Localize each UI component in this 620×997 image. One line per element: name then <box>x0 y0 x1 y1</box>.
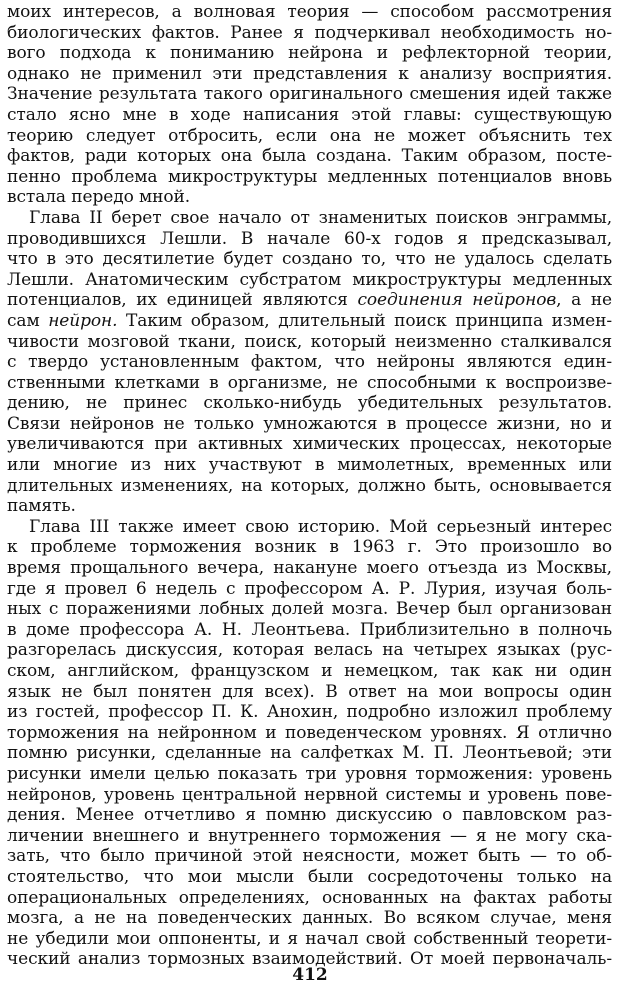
text-line: Глава II берет свое начало от знаменитых поисков энграммы, <box>29 207 612 228</box>
text-line: память. <box>7 496 76 517</box>
text-line: помню рисунки, сделанные на салфетках М. П. Леонтьевой; эти <box>7 743 612 764</box>
text-line: Значение результата такого оригинального смешения идей также <box>7 84 612 105</box>
text-line: моих интересов, а волновая теория — способом рассмотрения <box>7 2 612 22</box>
text-line: операциональных определениях, основанных на фактах работы <box>7 887 612 908</box>
text-line: однако не применил эти представления к анализу восприятия. <box>7 63 612 84</box>
text-line: где я провел 6 недель с профессором А. Р. Лурия, изучая боль- <box>7 578 612 599</box>
text-line: к проблеме торможения возник в 1963 г. Это произошло во <box>7 537 612 558</box>
text-line: время прощального вечера, накануне моего отъезда из Москвы, <box>7 558 612 579</box>
text-line: Связи нейронов не только умножаются в процессе жизни, но и <box>7 413 612 434</box>
text-line: рисунки имели целью показать три уровня торможения: уровень <box>7 763 612 784</box>
text-line: личении внешнего и внутреннего торможения — я не могу ска- <box>7 825 612 846</box>
text-line: в доме профессора А. Н. Леонтьева. Приблизительно в полночь <box>7 619 612 640</box>
text-line: фактов, ради которых она была создана. Таким образом, посте- <box>7 146 612 167</box>
text-line: с твердо установленным фактом, что нейроны являются един- <box>7 352 612 373</box>
text-line: проводившихся Лешли. В начале 60-х годов я предсказывал, <box>7 228 612 249</box>
text-line: увеличиваются при активных химических процессах, некоторые <box>7 434 612 455</box>
text-line: не убедили мои оппоненты, и я начал свой собственный теорети- <box>7 928 612 949</box>
paragraph-chapter-3 <box>7 517 612 970</box>
text-line: ческий анализ тормозных взаимодействий. От моей первоначаль- <box>7 949 612 970</box>
text-line: ском, английском, французском и немецком, так как ни один <box>7 661 612 681</box>
text-line: торможения на нейронном и поведенческом уровнях. Я отлично <box>7 722 612 743</box>
text-line: мозга, а не на поведенческих данных. Во всяком случае, меня <box>7 908 612 929</box>
page-number: 412 <box>292 965 328 985</box>
text-line: ственными клетками в организме, не способными к воспроизве- <box>7 372 612 393</box>
text-line: зать, что было причиной этой неясности, может быть — то об- <box>7 846 612 867</box>
text-line: стало ясно мне в ходе написания этой главы: существующую <box>7 104 612 125</box>
italic-emphasis: соединения нейронов <box>357 290 557 311</box>
italic-emphasis: нейрон. <box>48 310 118 331</box>
text-line: нейронов, уровень центральной нервной системы и уровень пове- <box>7 784 612 805</box>
text-line: что в это десятилетие будет создано то, что не удалось сделать <box>7 249 612 270</box>
text-line: разгорелась дискуссия, которая велась на четырех языках (рус- <box>7 640 612 661</box>
text-line: Глава III также имеет свою историю. Мой серьезный интерес <box>29 516 612 537</box>
text-line: длительных изменениях, на которых, должно быть, основывается <box>7 475 612 496</box>
text-line: чивости мозговой ткани, поиск, который неизменно сталкивался <box>7 331 612 352</box>
text-line-with-italic: сам нейрон. Таким образом, длительный поиск принципа измен- <box>7 310 613 331</box>
text-line: Лешли. Анатомическим субстратом микроструктуры медленных <box>7 269 612 290</box>
text-line: дению, не принес сколько-нибудь убедительных результатов. <box>7 393 612 414</box>
paragraph-continuation <box>7 2 612 208</box>
text-line: встала передо мной. <box>7 187 191 208</box>
text-line: пенно проблема микроструктуры медленных потенциалов вновь <box>7 166 612 187</box>
text-line: или многие из них участвуют в мимолетных, временных или <box>7 455 612 476</box>
text-line: вого подхода к пониманию нейрона и рефлекторной теории, <box>7 43 612 64</box>
text-line: биологических фактов. Ранее я подчеркивал необходимость но- <box>7 22 612 43</box>
text-line: ных с поражениями лобных долей мозга. Вечер был организован <box>7 599 612 620</box>
text-line: из гостей, профессор П. К. Анохин, подробно изложил проблему <box>7 702 612 723</box>
text-line: теорию следует отбросить, если она не может объяснить тех <box>7 125 612 146</box>
paragraph-chapter-2 <box>7 208 612 517</box>
text-line: язык не был понятен для всех). В ответ на мои вопросы один <box>7 681 612 702</box>
text-line: стоятельство, что мои мысли были сосредоточены только на <box>7 866 612 887</box>
text-line-with-italic: потенциалов, их единицей являются соединения нейронов, а не <box>7 290 613 311</box>
text-line: дения. Менее отчетливо я помню дискуссию о павловском раз- <box>7 805 612 826</box>
